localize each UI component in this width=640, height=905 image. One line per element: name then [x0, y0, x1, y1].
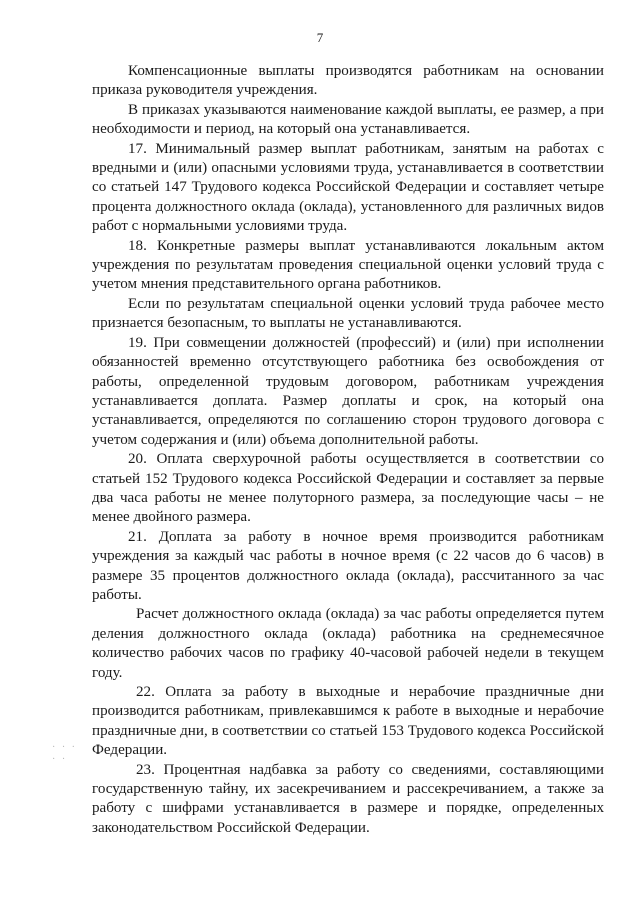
paragraph-18: 18. Конкретные размеры выплат устанавливаются локальным актом учреждения по результатам проведения специальной оценки условий труда с учетом мнения представительного органа работников.: [92, 237, 604, 293]
paragraph-22: 22. Оплата за работу в выходные и нерабочие праздничные дни производится работникам, привлекавшимся к работе в выходные и нерабочие праздничные дни, в соответствии со статьей 153 Трудового кодекса Российской Федерации.: [92, 684, 604, 759]
paragraph-hourly-calc: Расчет должностного оклада (оклада) за час работы определяется путем деления должностного оклада (оклада) работника на среднемесячное количество рабочих часов по графику 40-часовой рабочей недели в текущем году.: [92, 606, 604, 681]
page-number: 7: [316, 30, 324, 45]
paragraph-safe-workplace: Если по результатам специальной оценки условий труда рабочее место признается безопасным, то выплаты не устанавливаются.: [92, 295, 604, 332]
scan-artifact: · · · · ·: [52, 742, 77, 765]
paragraph-21: 21. Доплата за работу в ночное время производится работникам учреждения за каждый час работы в ночное время (с 22 часов до 6 часов) в размере 35 процентов должностного оклада (оклада), рассчитанного за час работы.: [92, 528, 604, 603]
paragraph-17: 17. Минимальный размер выплат работникам, занятым на работах с вредными и (или) опасными условиями труда, устанавливается в соответствии со статьей 147 Трудового кодекса Российской Федерации и составляет четыре процента должностного оклада (оклада), установленного для различных видов работ с нормальными условиями труда.: [92, 140, 604, 235]
document-body: [92, 62, 604, 838]
paragraph-orders-content: В приказах указываются наименование каждой выплаты, ее размер, а при необходимости и период, на который она устанавливается.: [92, 101, 604, 138]
paragraph-20: 20. Оплата сверхурочной работы осуществляется в соответствии со статьей 152 Трудового кодекса Российской Федерации и составляет за первые два часа работы не менее полуторного размера, за последующие часы – не менее двойного размера.: [92, 451, 604, 526]
paragraph-19: 19. При совмещении должностей (профессий) и (или) при исполнении обязанностей временно отсутствующего работника без освобождения от работы, определенной трудовым договором, работникам учреждения устанавливается доплата. Размер доплаты и срок, на который она устанавливается, определяются по соглашению сторон трудового договора с учетом содержания и (или) объема дополнительной работы.: [92, 334, 604, 448]
paragraph-compensation-basis: Компенсационные выплаты производятся работникам на основании приказа руководителя учреждения.: [92, 63, 604, 99]
paragraph-23: 23. Процентная надбавка за работу со сведениями, составляющими государственную тайну, их засекречиванием и рассекречиванием, а также за работу с шифрами устанавливается в размере и порядке, определенных законодательством Российской Федерации.: [92, 761, 604, 836]
